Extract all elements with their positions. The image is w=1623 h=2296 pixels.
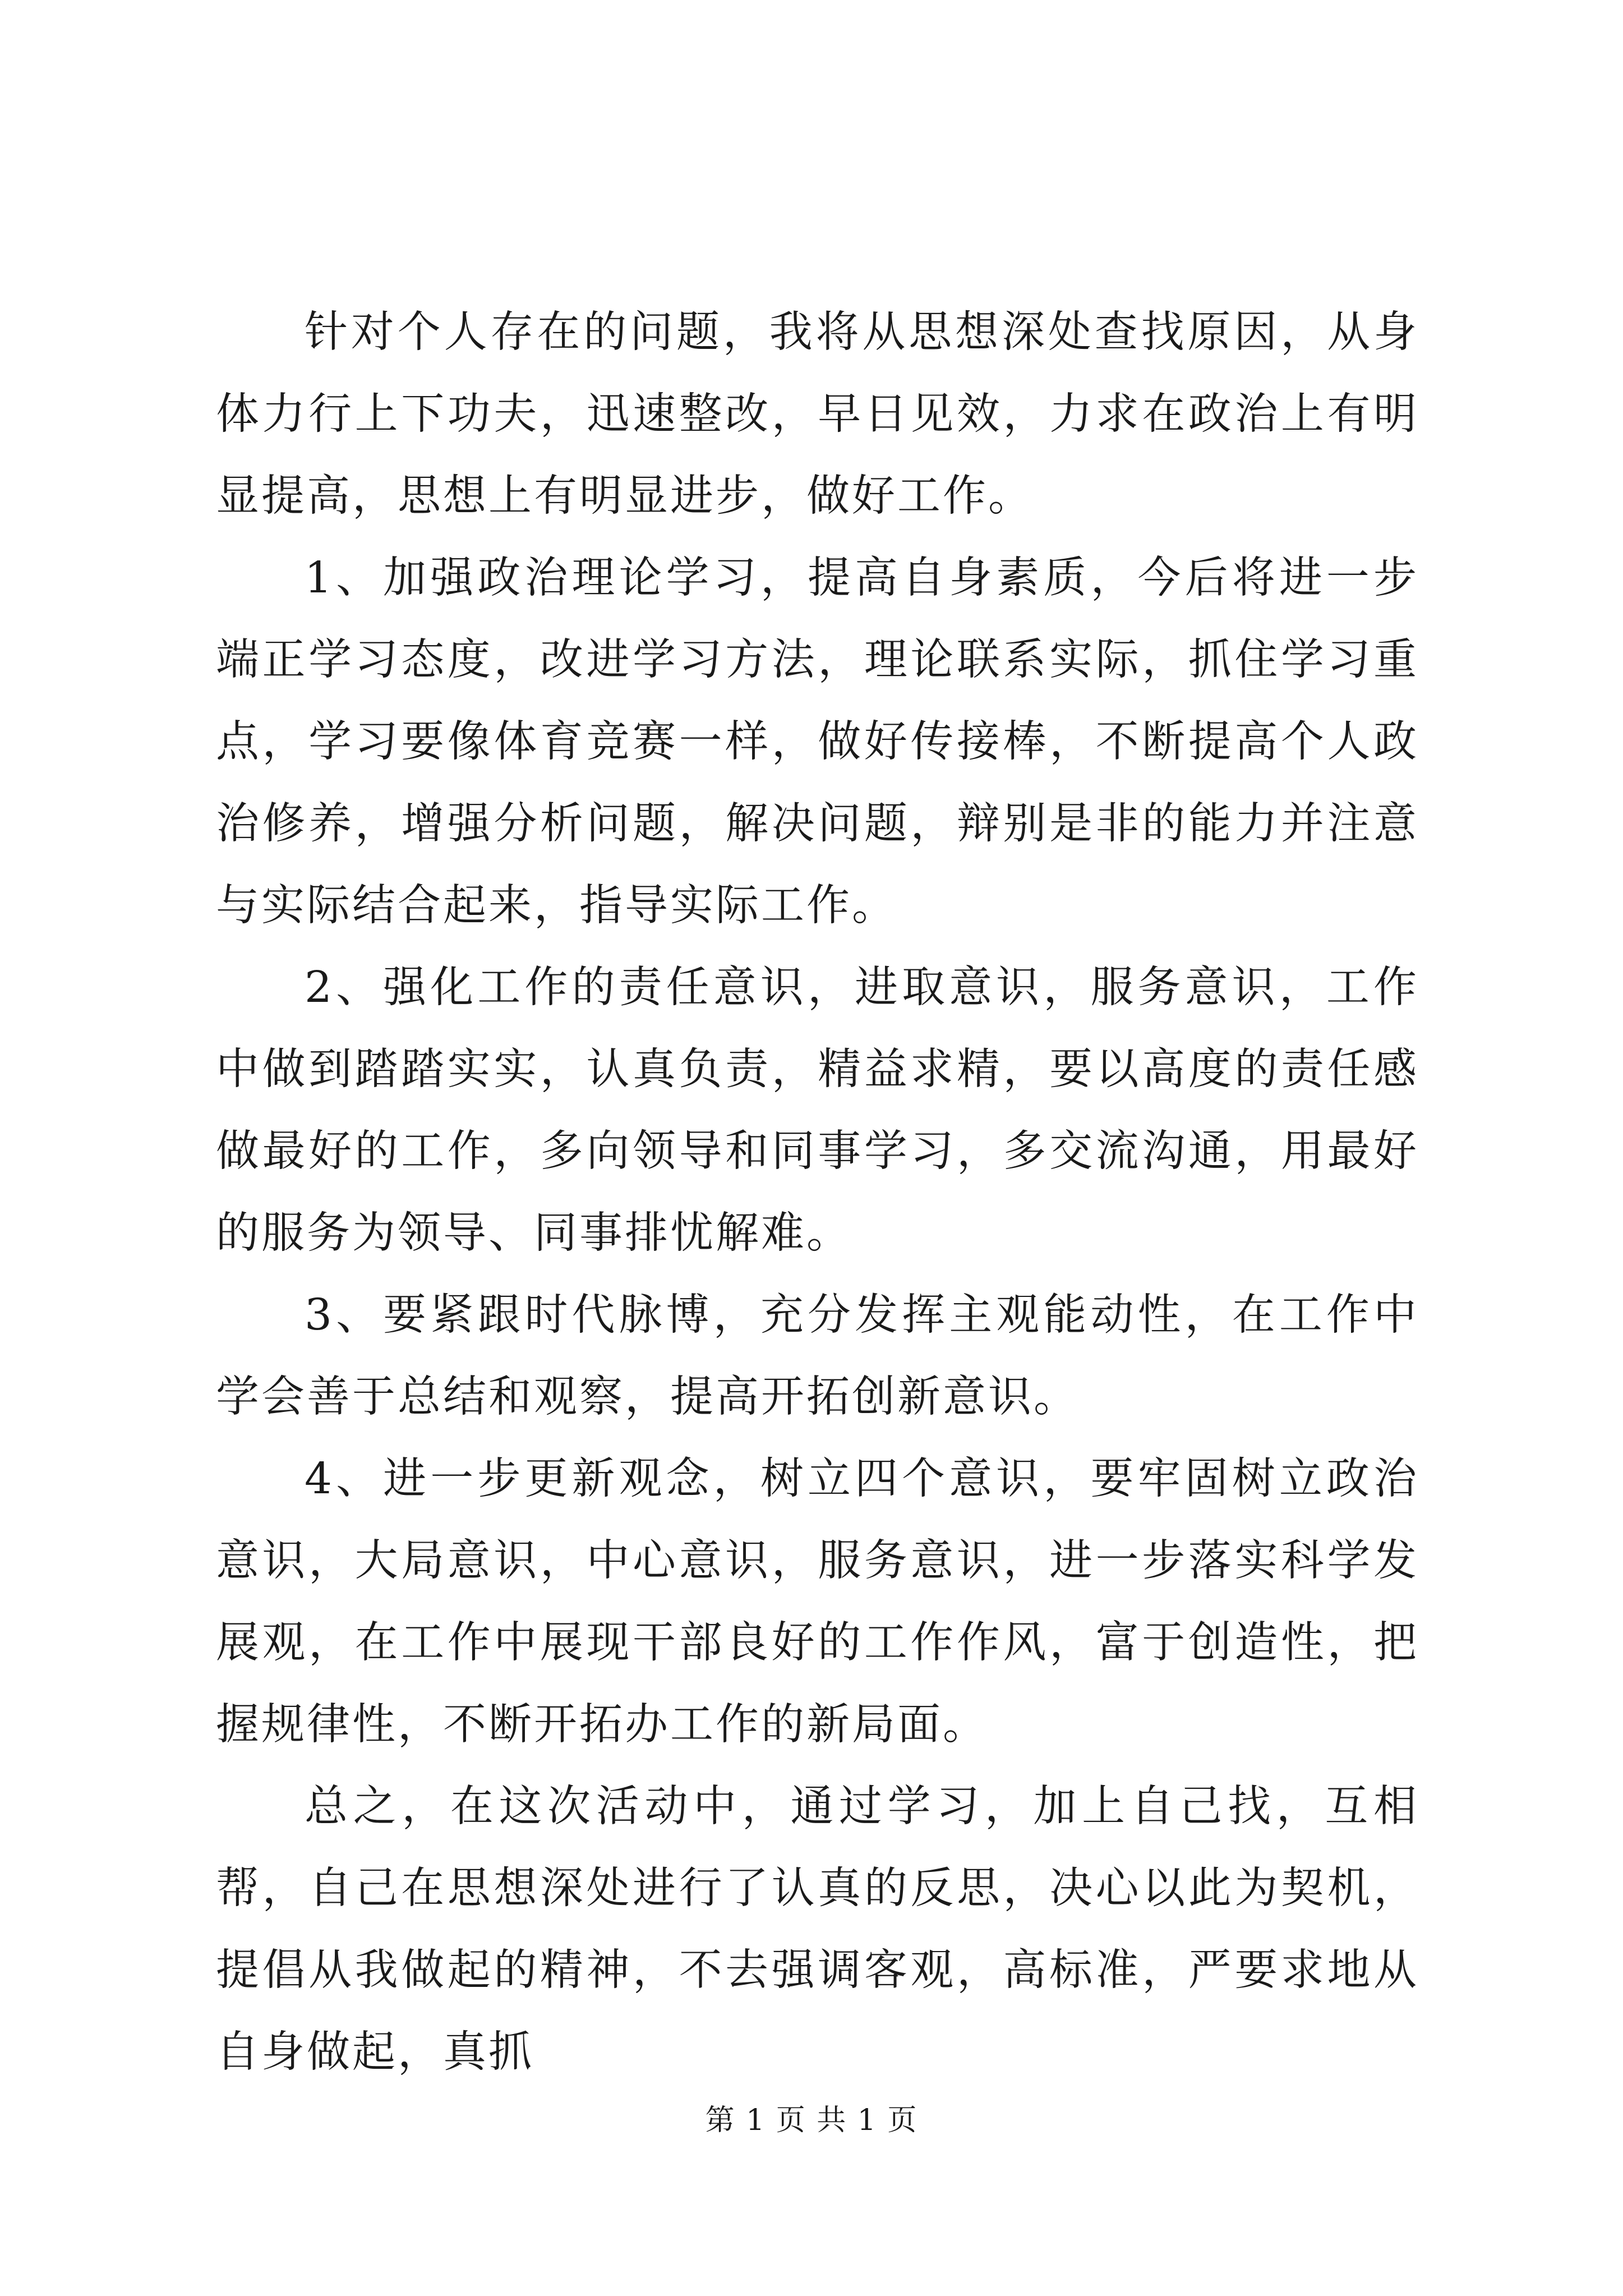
- page-number-footer: 第 1 页 共 1 页: [705, 2104, 918, 2137]
- paragraph-item-3: 3、要紧跟时代脉博，充分发挥主观能动性，在工作中学会善于总结和观察，提高开拓创新意识。: [216, 1290, 1419, 1422]
- paragraph-intro: 针对个人存在的问题，我将从思想深处查找原因，从身体力行上下功夫，迅速整改，早日见效，力求在政治上有明显提高，思想上有明显进步，做好工作。: [216, 307, 1419, 521]
- paragraph-item-1: 1、加强政治理论学习，提高自身素质，今后将进一步端正学习态度，改进学习方法，理论联系实际，抓住学习重点，学习要像体育竞赛一样，做好传接棒，不断提高个人政治修养，增强分析问题，解决问题，辩别是非的能力并注意与实际结合起来，指导实际工作。: [216, 553, 1419, 931]
- paragraph-summary: 总之，在这次活动中，通过学习，加上自己找，互相帮，自己在思想深处进行了认真的反思，决心以此为契机，提倡从我做起的精神，不去强调客观，高标准，严要求地从自身做起，真抓: [216, 1782, 1419, 2077]
- paragraph-item-4: 4、进一步更新观念，树立四个意识，要牢固树立政治意识，大局意识，中心意识，服务意识，进一步落实科学发展观，在工作中展现干部良好的工作作风，富于创造性，把握规律性，不断开拓办工作的新局面。: [216, 1454, 1419, 1750]
- document-body: [216, 292, 1419, 2093]
- paragraph-item-2: 2、强化工作的责任意识，进取意识，服务意识，工作中做到踏踏实实，认真负责，精益求精，要以高度的责任感做最好的工作，多向领导和同事学习，多交流沟通，用最好的服务为领导、同事排忧解难。: [216, 963, 1419, 1258]
